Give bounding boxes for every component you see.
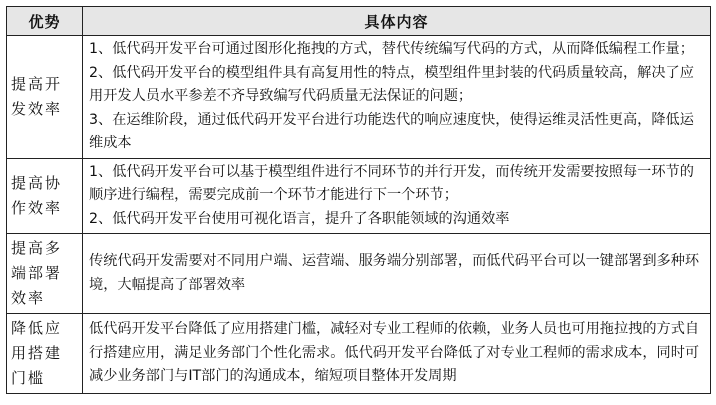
content-line: 1、低代码开发平台可以基于模型组件进行不同环节的并行开发，而传统开发需要按照每一环节的顺序进行编程，需要完成前一个环节才能进行下一个环节； xyxy=(89,163,694,203)
table-row xyxy=(7,158,711,234)
advantage-name: 提高协作效率 xyxy=(7,158,83,234)
content-line: 3、在运维阶段，通过低代码开发平台进行功能迭代的响应速度快，使得运维灵活性更高，降低运维成本 xyxy=(89,111,694,151)
header-details: 具体内容 xyxy=(83,7,711,36)
content-line: 2、低代码开发平台的模型组件具有高复用性的特点，模型组件里封装的代码质量较高，解决了应用开发人员水平参差不齐导致编写代码质量无法保证的问题； xyxy=(89,64,694,104)
table-row xyxy=(7,314,711,394)
advantage-content xyxy=(83,158,711,234)
advantage-content xyxy=(83,234,711,314)
table-row xyxy=(7,234,711,314)
advantage-content xyxy=(83,36,711,159)
advantages-table xyxy=(6,6,711,394)
advantage-content xyxy=(83,314,711,394)
header-advantage: 优势 xyxy=(7,7,83,36)
advantage-name: 提高多端部署效率 xyxy=(7,234,83,314)
content-line: 1、低代码开发平台可通过图形化拖拽的方式，替代传统编写代码的方式，从而降低编程工作量； xyxy=(89,41,694,57)
table-row xyxy=(7,36,711,159)
table-header-row xyxy=(7,7,711,36)
content-line: 2、低代码开发平台使用可视化语言，提升了各职能领域的沟通效率 xyxy=(89,210,510,227)
advantage-name: 提高开发效率 xyxy=(7,36,83,159)
content-line: 低代码开发平台降低了应用搭建门槛，减轻对专业工程师的依赖，业务人员也可用拖拉拽的方式自行搭建应用，满足业务部门个性化需求。低代码开发平台降低了对专业工程师的需求成本，同时可减少业务部门与IT部门的沟通成本，缩短项目整体开发周期 xyxy=(89,321,700,385)
advantages-table-container xyxy=(6,6,710,394)
content-line: 传统代码开发需要对不同用户端、运营端、服务端分别部署，而低代码平台可以一键部署到多种环境，大幅提高了部署效率 xyxy=(89,253,700,293)
advantage-name: 降低应用搭建门槛 xyxy=(7,314,83,394)
